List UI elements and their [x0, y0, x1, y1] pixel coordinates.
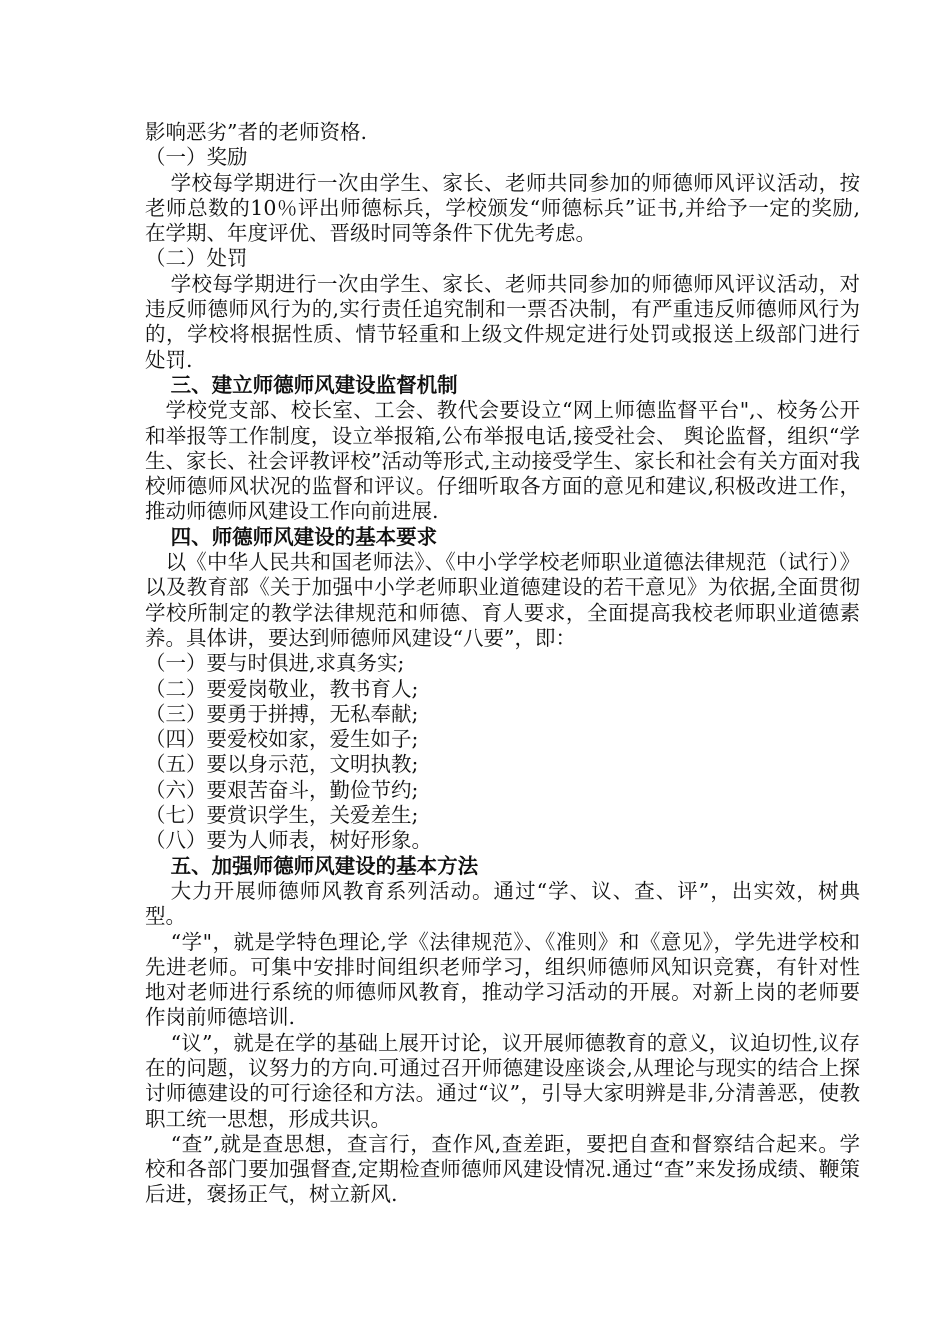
paragraph-requirements: 以《中华人民共和国老师法》、《中小学学校老师职业道德法律规范（试行）》以及教育部《关于加强中小学老师职业道德建设的若干意见》为依据,全面贯彻学校所制定的教学法律规范和师德、育人要求，全面提高我校老师职业道德素养。具体讲，要达到师德师风建设“八要”，即：: [145, 550, 860, 650]
subsection-reward: （一）奖励: [145, 145, 248, 170]
paragraph-continuation: 影响恶劣”者的老师资格.: [145, 120, 367, 144]
list-item: （七）要赏识学生，关爱差生;: [145, 803, 419, 828]
list-item: （五）要以身示范，文明执教;: [145, 752, 419, 777]
paragraph-discuss: “议”，就是在学的基础上展开讨论，议开展师德教育的意义，议迫切性,议存在的问题，议努力的方向.可通过召开师德建设座谈会,从理论与现实的结合上探讨师德建设的可行途径和方法。通过“议”，引导大家明辨是非,分清善恶，使教职工统一思想，形成共识。: [145, 1030, 860, 1131]
paragraph-methods-intro: 大力开展师德师风教育系列活动。通过“学、议、查、评”，出实效，树典型。: [145, 878, 860, 929]
paragraph-supervision: 学校党支部、校长室、工会、教代会要设立“网上师德监督平台",、校务公开和举报等工作制度，设立举报箱,公布举报电话,接受社会、 舆论监督，组织“学生、家长、社会评教评校”活动等形式,主动接受学生、家长和社会有关方面对我校师德师风状况的监督和评议。仔细听取各方面的意见和建议,积极改进工作，推动师德师风建设工作向前进展.: [145, 398, 860, 524]
subsection-punishment: （二）处罚: [145, 246, 248, 271]
paragraph-inspect: “查”,就是查思想，查言行，查作风,查差距，要把自查和督察结合起来。学校和各部门要加强督查,定期检查师德师风建设情况.通过“查”来发扬成绩、鞭策后进，褒扬正气，树立新风.: [145, 1131, 860, 1207]
list-item: （四）要爱校如家，爱生如子;: [145, 727, 419, 752]
section-heading-5: 五、加强师德师风建设的基本方法: [170, 853, 479, 878]
list-item: （三）要勇于拼搏，无私奉献;: [145, 701, 419, 726]
list-item: （六）要艰苦奋斗，勤俭节约;: [145, 777, 419, 802]
list-item: （一）要与时俱进,求真务实;: [145, 651, 405, 676]
section-heading-4: 四、师德师风建设的基本要求: [170, 524, 438, 549]
list-item: （二）要爱岗敬业，教书育人;: [145, 676, 419, 701]
paragraph-study: “学"，就是学特色理论,学《法律规范》、《准则》和《意见》，学先进学校和先进老师。可集中安排时间组织老师学习，组织师德师风知识竞赛，有针对性地对老师进行系统的师德师风教育，推动学习活动的开展。对新上岗的老师要作岗前师德培训.: [145, 929, 860, 1030]
document-page: [145, 120, 860, 1208]
section-heading-3: 三、建立师德师风建设监督机制: [170, 372, 458, 397]
paragraph-reward: 学校每学期进行一次由学生、家长、老师共同参加的师德师风评议活动，按老师总数的10％评出师德标兵，学校颁发“师德标兵”证书,并给予一定的奖励,在学期、年度评优、晋级时同等条件下优先考虑。: [145, 170, 860, 246]
paragraph-punishment: 学校每学期进行一次由学生、家长、老师共同参加的师德师风评议活动，对违反师德师风行为的,实行责任追究制和一票否决制，有严重违反师德师风行为的，学校将根据性质、情节轻重和上级文件规定进行处罚或报送上级部门进行处罚.: [145, 271, 860, 372]
list-item: （八）要为人师表，树好形象。: [145, 828, 432, 853]
